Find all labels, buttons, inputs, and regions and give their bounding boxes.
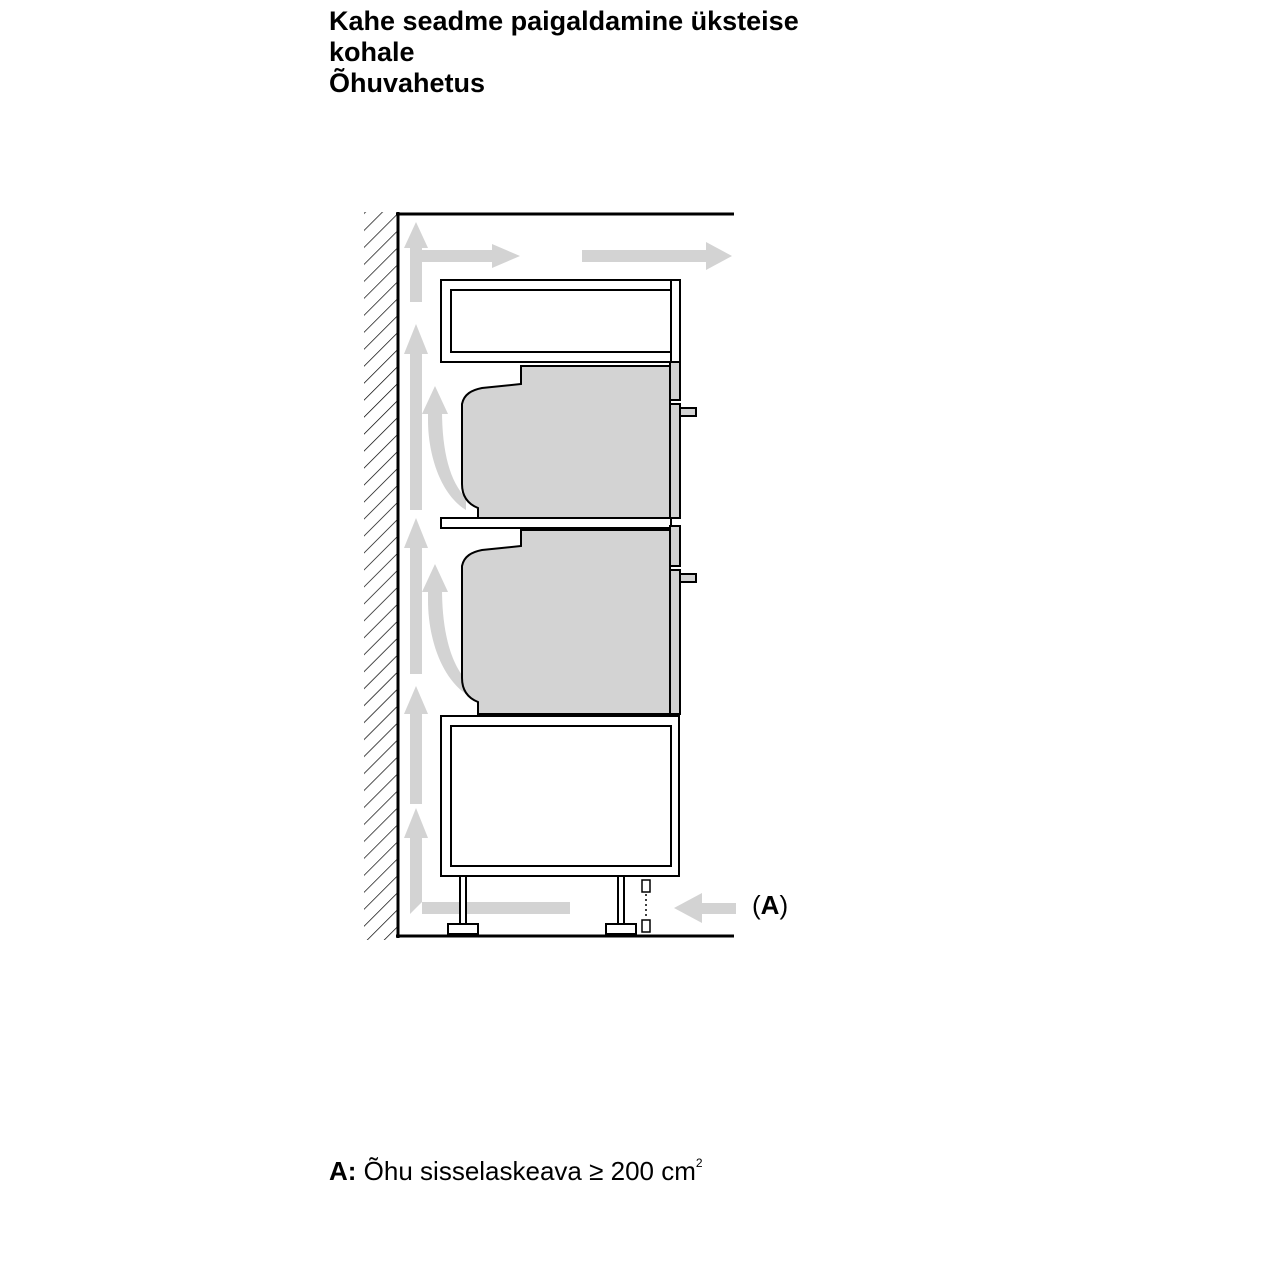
title-line-1: Kahe seadme paigaldamine üksteise xyxy=(329,6,799,36)
lower-oven-control-panel xyxy=(670,526,680,566)
wall xyxy=(364,212,398,940)
outlet-arrow xyxy=(582,242,732,270)
foot-right xyxy=(606,924,636,934)
upper-cabinet xyxy=(441,280,680,362)
upper-oven-handle xyxy=(680,408,696,416)
title-line-3: Õhuvahetus xyxy=(329,68,486,98)
title-line-2: kohale xyxy=(329,37,415,67)
up-arrow-lower xyxy=(404,686,428,804)
lower-oven-door xyxy=(670,570,680,714)
foot-left xyxy=(448,924,478,934)
lower-oven xyxy=(462,526,696,714)
leg-left xyxy=(460,876,466,926)
middle-shelf xyxy=(441,518,671,528)
legend xyxy=(329,1146,703,1188)
plinth xyxy=(642,880,650,932)
lower-cabinet xyxy=(441,716,679,876)
bottom-flow-arrow xyxy=(404,808,570,914)
lower-oven-handle xyxy=(680,574,696,582)
wall-hatching xyxy=(364,212,398,940)
legend-superscript: 2 xyxy=(695,1156,703,1170)
legend-key: A: xyxy=(329,1156,357,1186)
legend-text: Õhu sisselaskeava ≥ 200 cm xyxy=(363,1156,696,1186)
inlet-arrow xyxy=(674,893,736,923)
callout-label-a: (A) xyxy=(752,890,789,920)
lower-oven-flow xyxy=(404,518,466,694)
upper-oven-door xyxy=(670,404,680,518)
leg-right xyxy=(618,876,624,926)
upper-oven-control-panel xyxy=(670,362,680,400)
upper-oven xyxy=(462,362,696,518)
